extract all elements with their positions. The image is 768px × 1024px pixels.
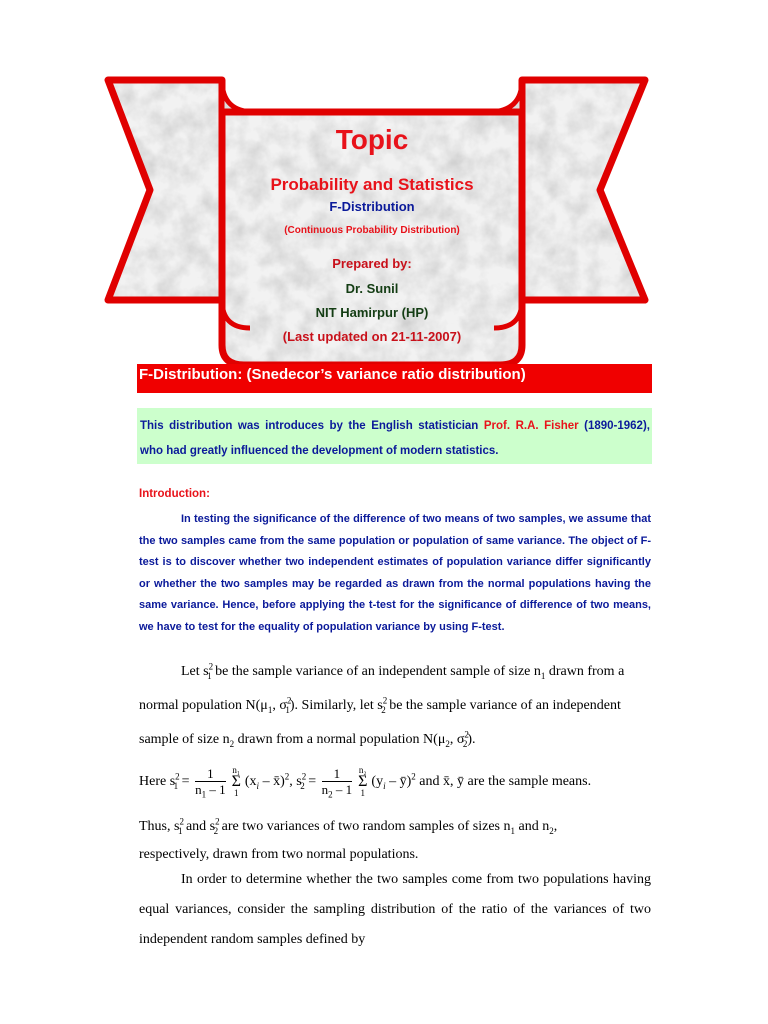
ribbon-right-tail	[522, 80, 645, 300]
variance-formula: Here $s^2_1$ = $\frac{1}{n_1 - 1}$ n₁ Σ $1(x_i$ – x̄)$^2$, $s^2_2$ = $\frac{1}{n_2 - 1}$ n₂ Σ $1(y_i$ – ȳ)$^2$ and x̄, ȳ are the sample means.	[139, 764, 592, 800]
fraction-2: $\frac{1}{n_2 - 1}$	[321, 765, 353, 800]
introduction-paragraph: In testing the significance of the difference of two means of two samples, we assume that the two samples came from the same population or population of same variance. The object of F-test is to discover whether two independent estimates of population variance differ significantly or whether the two samples may be regarded as drawn from the normal populations having the same variance. Hence, before applying the t-test for the significance of difference of two means, we have to test for the equality of population variance by using F-test.	[139, 513, 651, 633]
sum-symbol-1: n₁ Σ 1	[231, 764, 241, 798]
continuous-label: (Continuous Probability Distribution)	[284, 225, 460, 236]
prepared-by-label: Prepared by:	[332, 256, 412, 271]
body-line-2: normal population $N(\mu_1$, $\sigma^2_1$). Similarly, let $s^2_2$ be the sample variance of an independent	[139, 695, 621, 715]
institute-name: NIT Hamirpur (HP)	[315, 305, 429, 320]
f-distribution-label: F-Distribution	[329, 199, 415, 214]
ribbon-left-tail	[108, 80, 222, 300]
body-line-3: sample of size $n_2$ drawn from a normal population $N(\mu_2$, $\sigma^2_2$).	[139, 729, 476, 749]
fisher-name: Prof. R.A. Fisher	[483, 420, 579, 432]
body-line-1: Let $s^2_1$ be the sample variance of an independent sample of size $n_1$ drawn from a	[181, 661, 625, 681]
history-box	[137, 408, 652, 464]
introduction-heading: Introduction:	[139, 488, 210, 500]
body-line-thus: Thus, $s^2_1$ and $s^2_2$ are two variances of two random samples of sizes $n_1$ and $n_2$,	[139, 816, 558, 836]
body-paragraph-determine: In order to determine whether the two samples come from two populations having equal variances, consider the sampling distribution of the ratio of the variances of two independent random samples defined by	[139, 872, 651, 947]
topic-title: Topic	[335, 124, 409, 155]
fraction-1: $\frac{1}{n_1 - 1}$	[195, 765, 226, 800]
subject-title: Probability and Statistics	[270, 175, 474, 194]
sum-symbol-2: n₂ Σ 1	[358, 764, 368, 798]
history-text-a: This distribution was introduces by the English statistician	[140, 420, 484, 432]
last-updated: (Last updated on 21-11-2007)	[282, 329, 462, 344]
author-name: Dr. Sunil	[345, 281, 399, 296]
body-line-respectively: respectively, drawn from two normal populations.	[139, 847, 419, 862]
section-heading: F-Distribution: (Snedecor’s variance ratio distribution)	[137, 364, 652, 393]
history-text-b: (1890-1962), who had greatly influenced the development of modern statistics.	[140, 420, 650, 457]
